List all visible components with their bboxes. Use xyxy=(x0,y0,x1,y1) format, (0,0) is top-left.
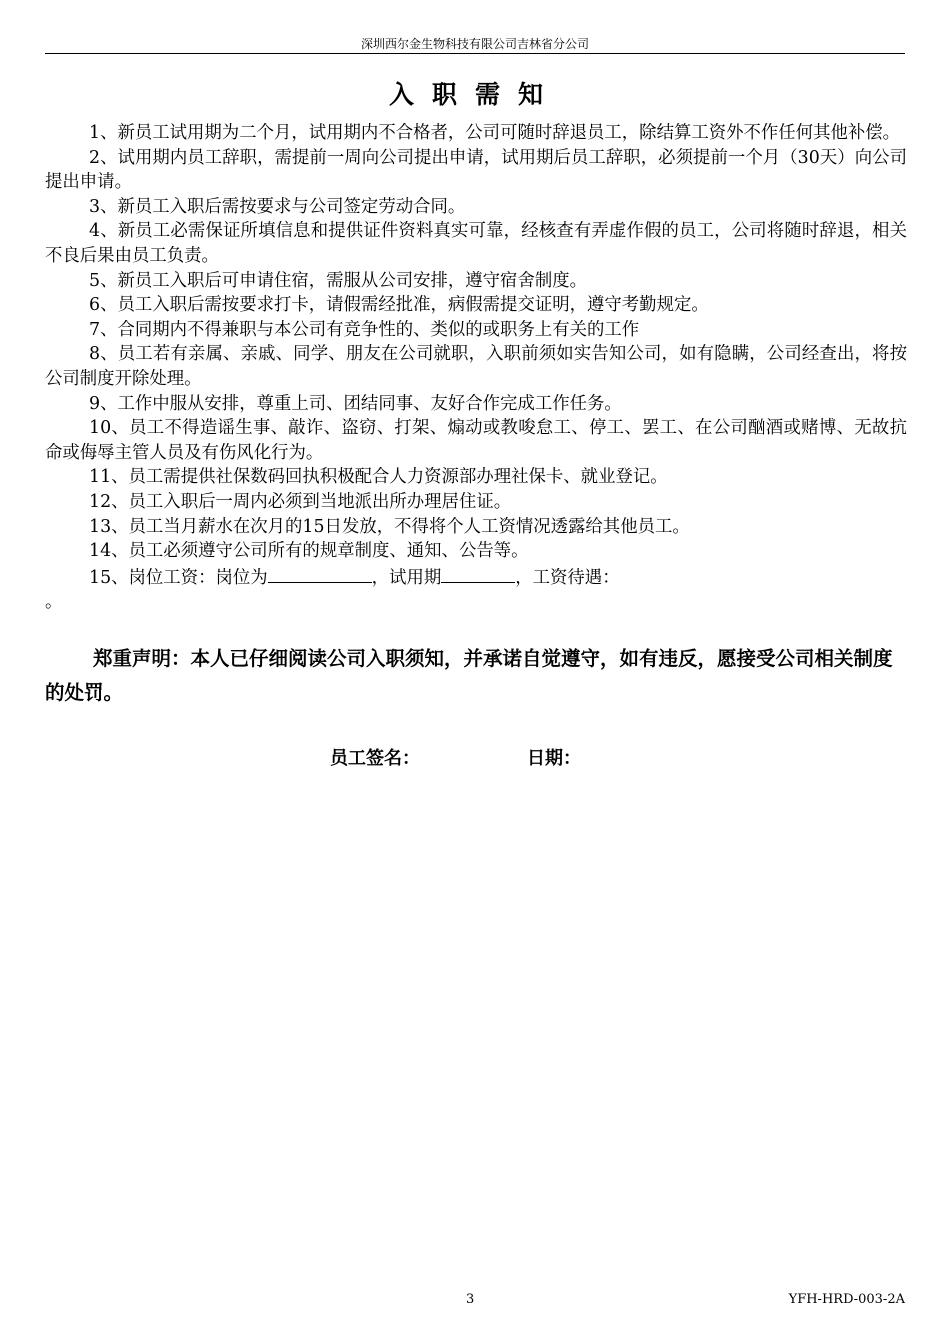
notice-item-2: 2、试用期内员工辞职，需提前一周向公司提出申请，试用期后员工辞职，必须提前一个月（30天）向公司提出申请。 xyxy=(45,147,907,193)
item15-suffix: ，工资待遇： xyxy=(515,567,620,588)
notice-list xyxy=(45,121,907,615)
notice-item-14: 14、员工必须遵守公司所有的规章制度、通知、公告等。 xyxy=(89,541,529,562)
item15-prefix: 15、岗位工资：岗位为 xyxy=(89,567,268,588)
notice-item-15 xyxy=(45,564,907,615)
notice-item-11: 11、员工需提供社保数码回执积极配合人力资源部办理社保卡、就业登记。 xyxy=(89,467,668,488)
notice-item-12: 12、员工入职后一周内必须到当地派出所办理居住证。 xyxy=(89,491,512,512)
notice-item-8: 8、员工若有亲属、亲戚、同学、朋友在公司就职，入职前须如实告知公司，如有隐瞒，公司经查出，将按公司制度开除处理。 xyxy=(45,344,907,389)
date-label: 日期： xyxy=(527,748,581,769)
document-code: YFH-HRD-003-2A xyxy=(788,1292,905,1307)
notice-item-13: 13、员工当月薪水在次月的15日发放，不得将个人工资情况透露给其他员工。 xyxy=(89,516,690,537)
item15-mid: ，试用期 xyxy=(371,567,442,588)
page-header: 深圳西尔金生物科技有限公司吉林省分公司 xyxy=(360,37,589,51)
notice-item-6: 6、员工入职后需按要求打卡，请假需经批准，病假需提交证明，遵守考勤规定。 xyxy=(89,295,709,316)
notice-item-1: 1、新员工试用期为二个月，试用期内不合格者，公司可随时辞退员工，除结算工资外不作任何其他补偿。 xyxy=(89,123,901,143)
probation-blank[interactable] xyxy=(441,564,515,583)
notice-item-3: 3、新员工入职后需按要求与公司签定劳动合同。 xyxy=(89,196,466,217)
notice-item-7: 7、合同期内不得兼职与本公司有竞争性的、类似的或职务上有关的工作 xyxy=(89,319,640,340)
position-blank[interactable] xyxy=(268,564,372,583)
document-title: 入职需知 xyxy=(388,80,561,109)
notice-item-4: 4、新员工必需保证所填信息和提供证件资料真实可靠，经核查有弄虚作假的员工，公司将随时辞退，相关不良后果由员工负责。 xyxy=(45,221,907,266)
notice-item-5: 5、新员工入职后可申请住宿，需服从公司安排，遵守宿舍制度。 xyxy=(89,270,588,291)
declaration: 郑重声明：本人已仔细阅读公司入职须知，并承诺自觉遵守，如有违反，愿接受公司相关制度的处罚。 xyxy=(45,647,893,704)
notice-item-10: 10、员工不得造谣生事、敲诈、盗窃、打架、煽动或教唆怠工、停工、罢工、在公司酗酒或赌博、无故抗命或侮辱主管人员及有伤风化行为。 xyxy=(45,418,907,463)
item15-end: 。 xyxy=(45,592,63,613)
employee-signature-label: 员工签名： xyxy=(330,748,420,769)
notice-item-9: 9、工作中服从安排，尊重上司、团结同事、友好合作完成工作任务。 xyxy=(89,393,622,414)
header-rule xyxy=(45,53,905,54)
page-number: 3 xyxy=(466,1292,475,1307)
